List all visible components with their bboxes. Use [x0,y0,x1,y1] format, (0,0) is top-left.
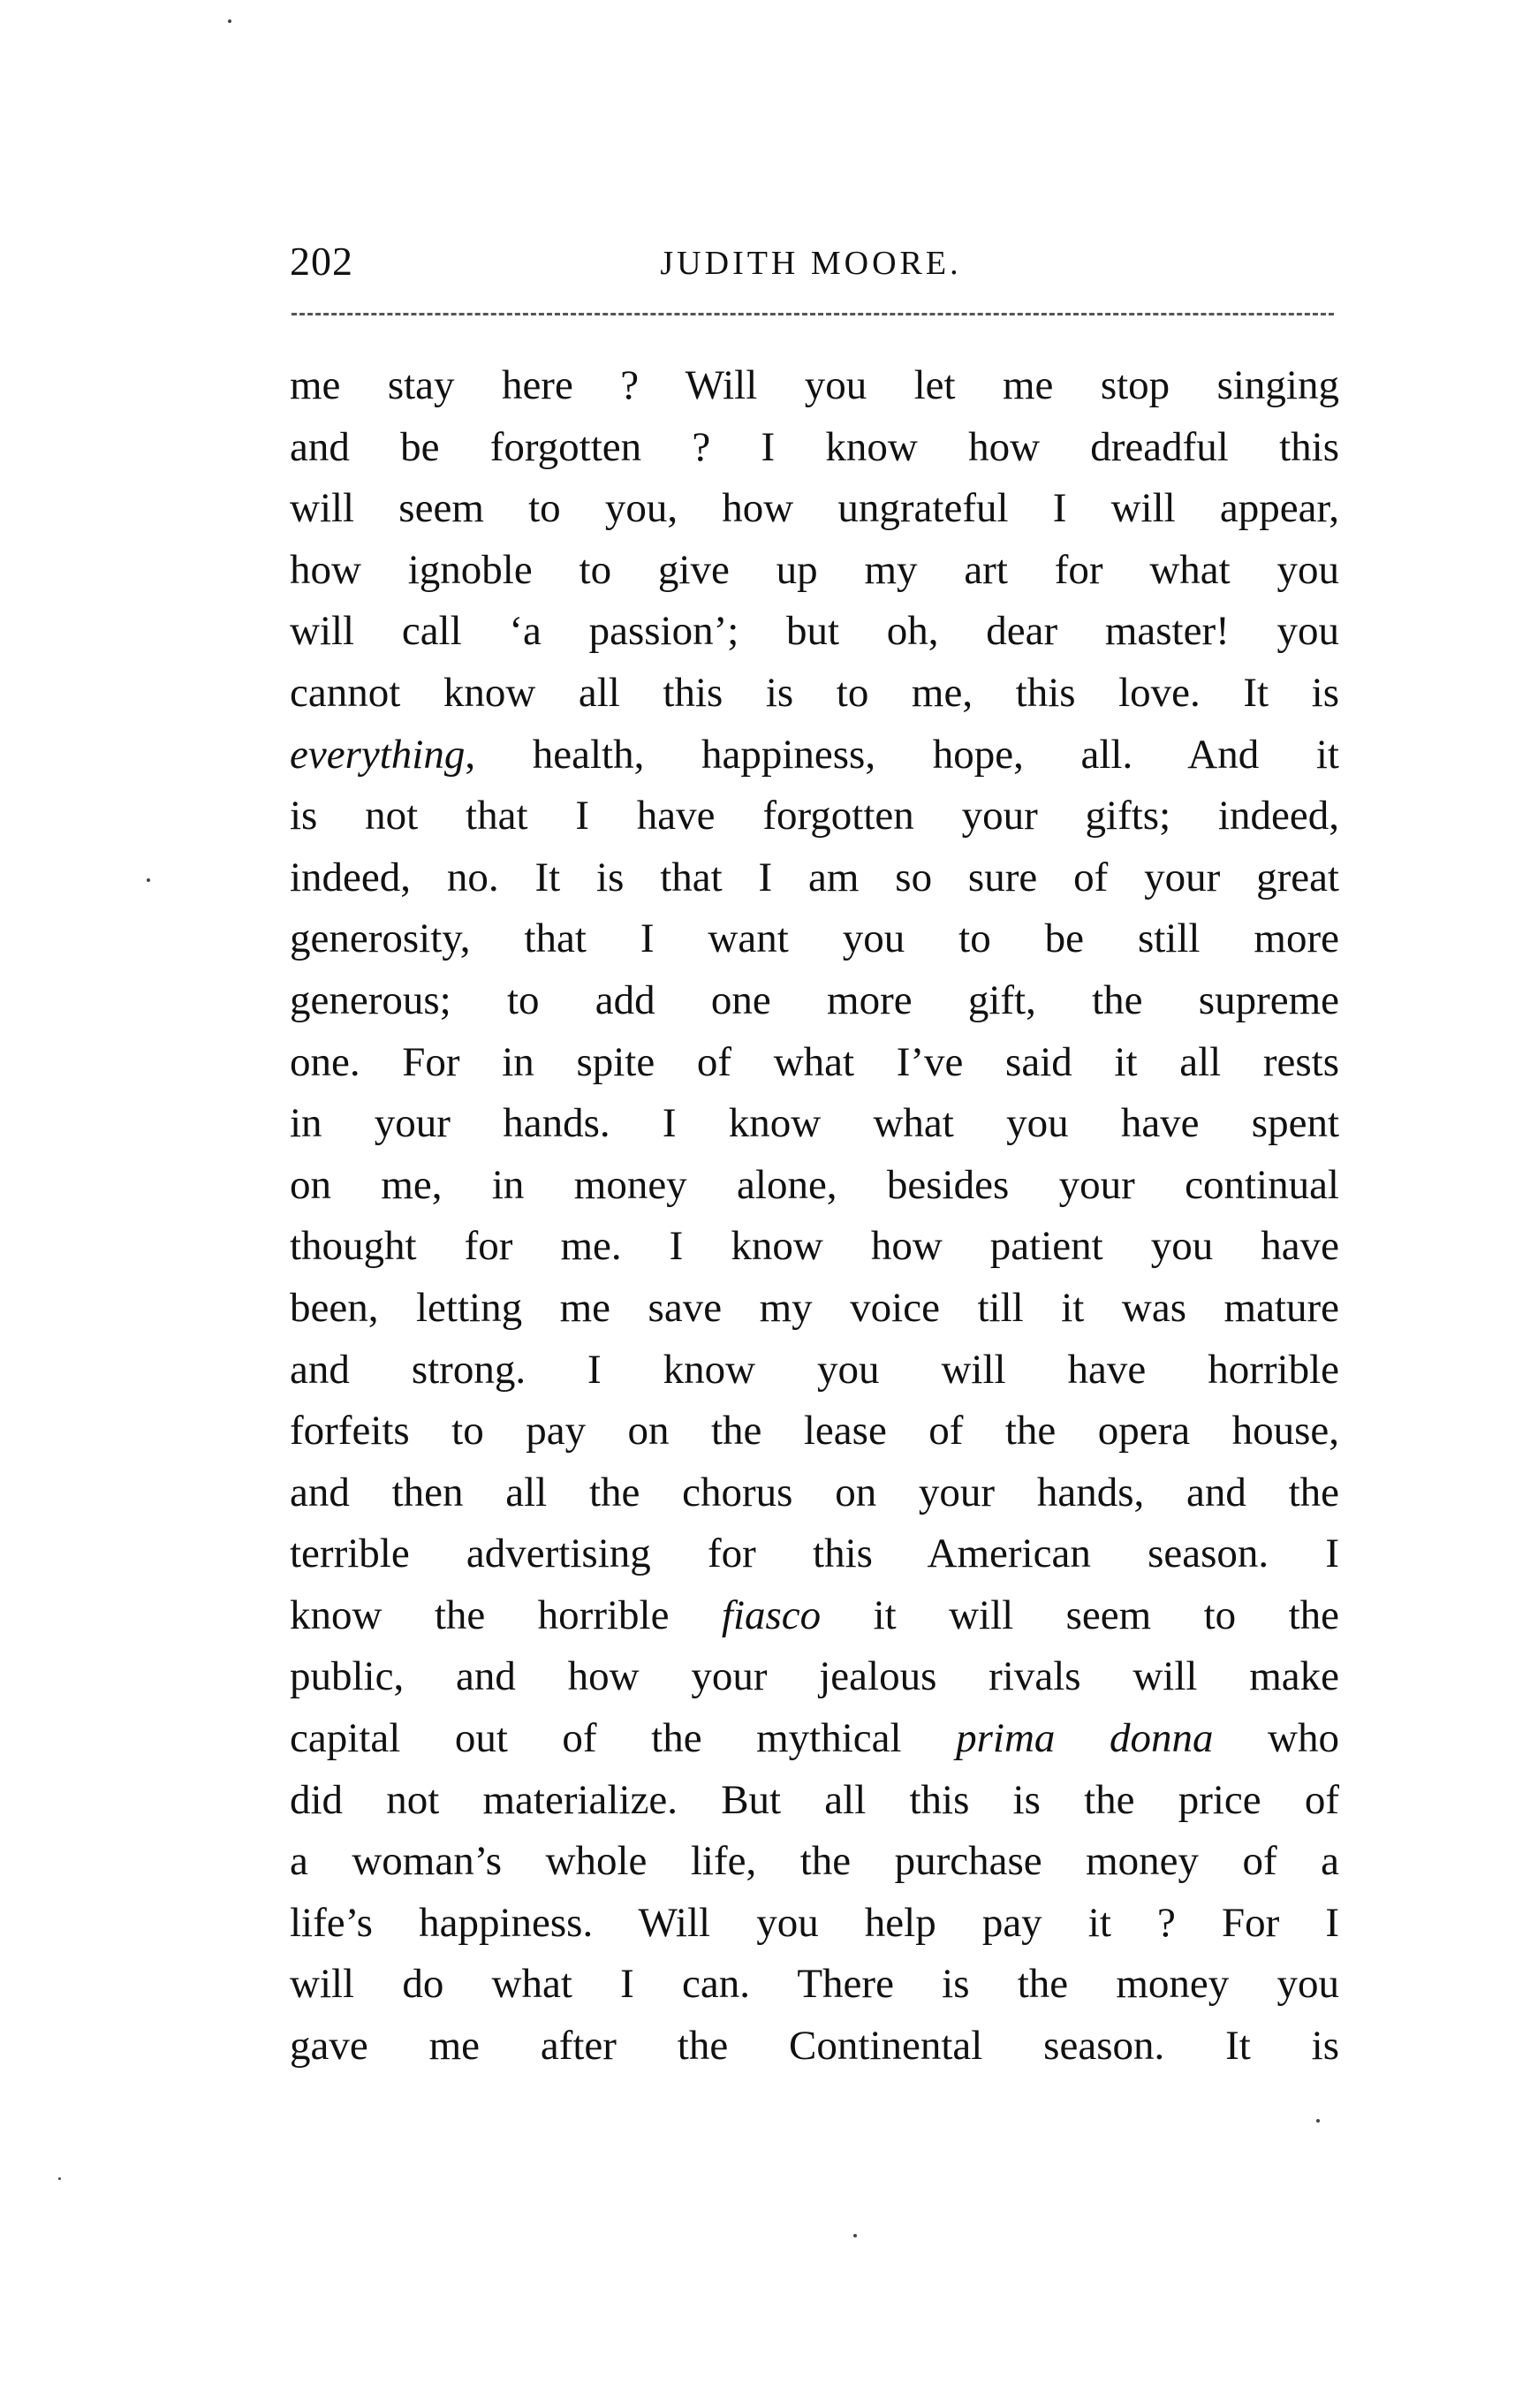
text-segment: is not that I have forgotten your gifts; indeed, [290,793,1339,839]
text-line [290,1893,1339,1955]
body-text [290,355,1339,2078]
text-line [290,725,1339,786]
text-segment: will call ‘a passion’; but oh, dear master! you [290,608,1339,655]
page-header [290,235,1332,297]
text-line [290,1216,1339,1278]
text-segment: on me, in money alone, besides your continual [290,1161,1339,1208]
text-line [290,970,1339,1032]
text-segment: and be forgotten ? I know how dreadful this [290,423,1339,470]
running-title: JUDITH MOORE. [660,245,962,282]
text-line [290,540,1339,602]
text-line [290,1523,1339,1585]
text-line [290,786,1339,847]
text-line [290,1032,1339,1094]
text-line [290,1155,1339,1217]
text-segment: gave me after the Continental season. It is [290,2023,1339,2070]
text-segment: one. For in spite of what I’ve said it all rests [290,1038,1339,1085]
text-segment: a woman’s whole life, the purchase money of a [290,1838,1339,1885]
text-line [290,417,1339,479]
text-line [290,1585,1339,1647]
text-segment: cannot know all this is to me, this love. It is [290,669,1339,716]
text-segment: me stay here ? Will you let me stop singing [290,362,1339,408]
text-segment: know the horrible [290,1591,722,1638]
text-segment: will seem to you, how ungrateful I will appear, [290,485,1339,532]
header-rule [292,313,1334,315]
print-speck [58,2177,61,2180]
text-segment: will do what I can. There is the money you [290,1961,1339,2008]
text-line [290,355,1339,417]
text-segment: capital out of the mythical [290,1715,957,1762]
italic-text: prima donna [956,1715,1214,1762]
text-line [290,1462,1339,1524]
text-segment: indeed, no. It is that I am so sure of your great [290,854,1339,900]
text-line [290,1278,1339,1340]
page-number: 202 [290,239,353,284]
text-segment: forfeits to pay on the lease of the opera house, [290,1408,1339,1455]
text-segment: and strong. I know you will have horrible [290,1346,1339,1393]
print-speck [147,878,150,882]
text-segment: been, letting me save my voice till it was mature [290,1284,1339,1331]
text-line [290,1646,1339,1708]
text-segment: did not materialize. But all this is the price of [290,1776,1339,1823]
text-line [290,908,1339,970]
text-segment: public, and how your jealous rivals will make [290,1653,1339,1700]
print-speck [853,2234,857,2237]
text-segment: generosity, that I want you to be still more [290,915,1339,962]
text-segment: thought for me. I know how patient you have [290,1223,1339,1270]
text-line [290,601,1339,663]
text-segment: who [1213,1715,1339,1762]
text-segment: it will seem to the [821,1591,1339,1638]
text-line [290,1708,1339,1770]
text-segment: terrible advertising for this American season. I [290,1531,1339,1577]
text-segment: in your hands. I know what you have spent [290,1100,1339,1147]
italic-text: fiasco [721,1591,822,1638]
text-line [290,1770,1339,1832]
text-line [290,1401,1339,1462]
text-line [290,1831,1339,1893]
text-segment: generous; to add one more gift, the supreme [290,976,1339,1023]
text-segment: , health, happiness, hope, all. And it [465,731,1339,778]
text-line [290,2016,1339,2078]
text-line [290,478,1339,540]
italic-text: everything [290,731,466,778]
text-segment: life’s happiness. Will you help pay it ? For I [290,1899,1339,1946]
text-line [290,1954,1339,2016]
text-line [290,1093,1339,1155]
text-line [290,847,1339,909]
text-line [290,1340,1339,1402]
text-line [290,663,1339,725]
print-speck [228,19,231,23]
text-segment: and then all the chorus on your hands, and the [290,1469,1339,1515]
text-segment: how ignoble to give up my art for what you [290,546,1339,593]
print-speck [1316,2119,1320,2123]
